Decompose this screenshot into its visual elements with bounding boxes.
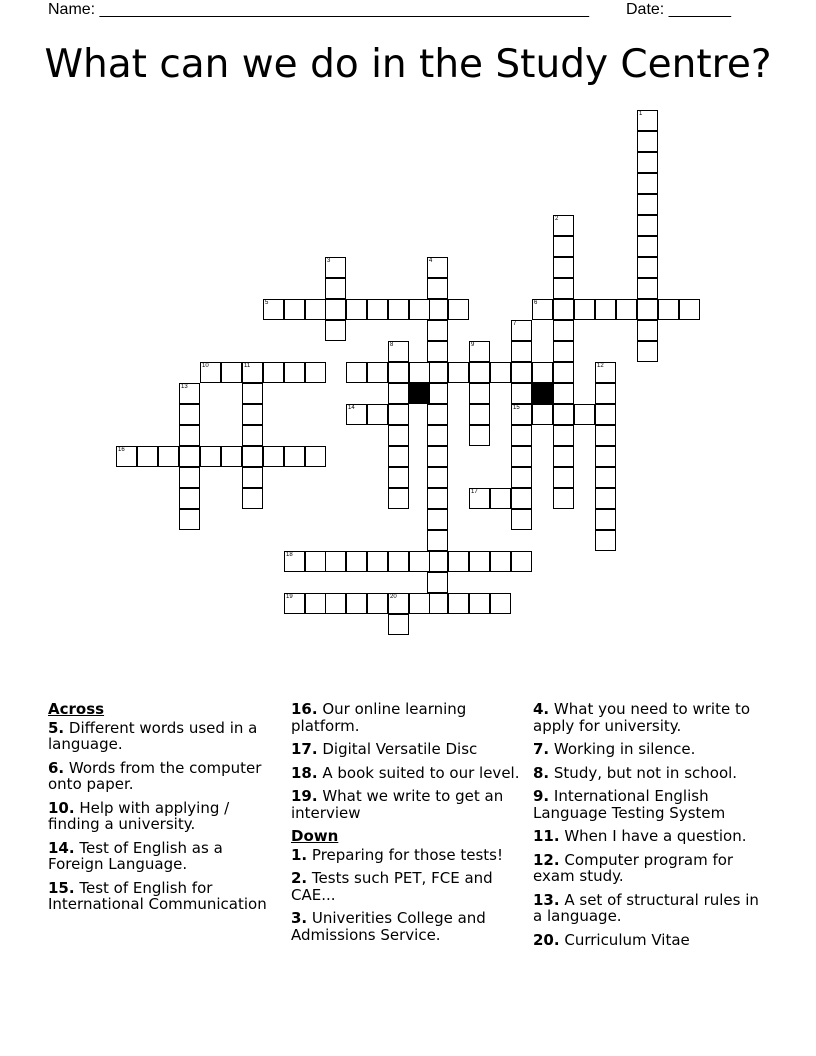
clue-item [48, 760, 278, 793]
crossword-cell[interactable] [679, 299, 700, 320]
clue-text: Digital Versatile Disc [317, 740, 478, 758]
crossword-cell[interactable] [553, 404, 574, 425]
crossword-cell[interactable] [325, 551, 346, 572]
clue-item [48, 720, 278, 753]
crossword-cell[interactable] [511, 425, 532, 446]
clue-number-label: 10 [202, 363, 209, 369]
crossword-cell[interactable] [388, 362, 409, 383]
down-heading: Down [291, 827, 339, 845]
clue-number-label: 18 [286, 552, 293, 558]
crossword-cell[interactable] [242, 425, 263, 446]
crossword-cell[interactable] [637, 299, 658, 320]
crossword-cell[interactable] [388, 341, 409, 362]
crossword-cell[interactable] [553, 320, 574, 341]
crossword-cell[interactable] [179, 467, 200, 488]
crossword-cell[interactable] [427, 509, 448, 530]
crossword-cell[interactable] [242, 404, 263, 425]
clue-number-label: 13 [181, 384, 188, 390]
clue-text: Preparing for those tests! [307, 845, 504, 864]
crossword-cell[interactable] [427, 320, 448, 341]
crossword-cell[interactable] [427, 278, 448, 299]
crossword-cell[interactable] [284, 593, 305, 614]
crossword-cell[interactable] [388, 446, 409, 467]
crossword-cell[interactable] [511, 320, 532, 341]
clue-text: Help with applying / finding a university. [48, 798, 230, 833]
clue-text: What you need to write to apply for university. [533, 700, 751, 735]
crossword-cell[interactable] [242, 488, 263, 509]
across-clue-list-continued [291, 701, 523, 821]
crossword-cell[interactable] [388, 488, 409, 509]
crossword-cell[interactable] [511, 362, 532, 383]
crossword-cell[interactable] [595, 404, 616, 425]
crossword-cell[interactable] [469, 488, 490, 509]
crossword-cell[interactable] [637, 320, 658, 341]
crossword-cell[interactable] [305, 446, 326, 467]
across-heading: Across [48, 700, 105, 718]
crossword-cell[interactable] [637, 341, 658, 362]
crossword-cell[interactable] [263, 446, 284, 467]
clue-number: 4. [533, 700, 550, 718]
crossword-cell[interactable] [553, 257, 574, 278]
crossword-cell[interactable] [595, 362, 616, 383]
crossword-cell[interactable] [242, 446, 263, 467]
crossword-cell[interactable] [637, 194, 658, 215]
clue-item [533, 741, 763, 758]
page-title: What can we do in the Study Centre? [44, 42, 772, 87]
crossword-cell[interactable] [595, 383, 616, 404]
clue-number: 9. [533, 787, 550, 805]
crossword-cell[interactable] [137, 446, 158, 467]
crossword-cell[interactable] [242, 362, 263, 383]
crossword-cell[interactable] [553, 425, 574, 446]
crossword-cell[interactable] [346, 551, 367, 572]
crossword-cell[interactable] [511, 404, 532, 425]
clue-number: 13. [533, 890, 560, 909]
crossword-cell[interactable] [427, 299, 448, 320]
clue-number: 16. [291, 700, 318, 718]
clue-number-label: 9 [471, 342, 475, 348]
clue-number: 11. [533, 827, 560, 845]
clue-number-label: 3 [327, 258, 331, 264]
crossword-cell[interactable] [388, 614, 409, 635]
crossword-cell[interactable] [427, 383, 448, 404]
clue-item [533, 765, 763, 782]
clue-text: What we write to get an interview [291, 787, 504, 822]
clue-number-label: 15 [513, 405, 520, 411]
crossword-cell[interactable] [490, 593, 511, 614]
crossword-cell[interactable] [511, 467, 532, 488]
crossword-cell[interactable] [221, 446, 242, 467]
crossword-cell[interactable] [388, 383, 409, 404]
crossword-cell[interactable] [490, 488, 511, 509]
crossword-cell[interactable] [553, 467, 574, 488]
clue-number: 19. [291, 787, 318, 805]
crossword-cell[interactable] [427, 488, 448, 509]
clue-text: Study, but not in school. [549, 763, 738, 782]
crossword-cell[interactable] [242, 467, 263, 488]
crossword-cell[interactable] [388, 404, 409, 425]
crossword-cell[interactable] [490, 362, 511, 383]
clue-item [533, 892, 763, 925]
clue-text: Working in silence. [549, 740, 696, 758]
crossword-cell[interactable] [427, 551, 448, 572]
crossword-cell[interactable] [284, 551, 305, 572]
crossword-cell[interactable] [427, 572, 448, 593]
clue-text: Curriculum Vitae [559, 930, 690, 949]
clue-text: A book suited to our level. [317, 763, 520, 782]
crossword-cell[interactable] [346, 362, 367, 383]
crossword-cell[interactable] [637, 131, 658, 152]
clue-text: Tests such PET, FCE and CAE... [291, 869, 493, 904]
clue-text: Test of English as a Foreign Language. [48, 838, 223, 873]
clue-text: Computer program for exam study. [533, 850, 734, 885]
crossword-cell[interactable] [595, 509, 616, 530]
crossword-cell[interactable] [409, 593, 430, 614]
clue-text: Words from the computer onto paper. [48, 758, 262, 793]
crossword-cell[interactable] [325, 278, 346, 299]
crossword-cell[interactable] [490, 551, 511, 572]
crossword-black-cell [409, 383, 430, 404]
down-clue-list-continued [533, 701, 763, 948]
crossword-cell[interactable] [427, 530, 448, 551]
crossword-cell[interactable] [511, 509, 532, 530]
clue-item [533, 828, 763, 845]
crossword-cell[interactable] [179, 509, 200, 530]
crossword-cell[interactable] [553, 446, 574, 467]
crossword-cell[interactable] [284, 299, 305, 320]
clue-number: 1. [291, 845, 308, 864]
crossword-cell[interactable] [553, 236, 574, 257]
crossword-cell[interactable] [427, 362, 448, 383]
crossword-cell[interactable] [469, 593, 490, 614]
crossword-cell[interactable] [158, 446, 179, 467]
clue-item [533, 788, 763, 821]
crossword-cell[interactable] [532, 404, 553, 425]
crossword-cell[interactable] [305, 593, 326, 614]
crossword-cell[interactable] [553, 362, 574, 383]
date-field-line: Date: _______ [626, 1, 731, 18]
crossword-cell[interactable] [284, 362, 305, 383]
clue-number: 12. [533, 850, 560, 869]
crossword-cell[interactable] [346, 299, 367, 320]
clue-item [291, 765, 523, 782]
crossword-cell[interactable] [305, 362, 326, 383]
crossword-cell[interactable] [179, 383, 200, 404]
crossword-cell[interactable] [574, 299, 595, 320]
crossword-cell[interactable] [325, 257, 346, 278]
crossword-cell[interactable] [409, 551, 430, 572]
clue-number-label: 1 [639, 111, 643, 117]
across-clue-list [48, 720, 278, 913]
clue-number: 2. [291, 869, 308, 887]
crossword-cell[interactable] [637, 152, 658, 173]
crossword-cell[interactable] [427, 593, 448, 614]
crossword-cell[interactable] [511, 446, 532, 467]
crossword-cell[interactable] [179, 404, 200, 425]
crossword-cell[interactable] [116, 446, 137, 467]
crossword-cell[interactable] [595, 299, 616, 320]
clue-item [533, 701, 763, 734]
clues-column-3 [533, 701, 763, 955]
crossword-cell[interactable] [200, 362, 221, 383]
crossword-cell[interactable] [367, 299, 388, 320]
clue-item [291, 701, 523, 734]
crossword-cell[interactable] [346, 404, 367, 425]
crossword-cell[interactable] [511, 488, 532, 509]
clue-number-label: 19 [286, 594, 293, 600]
crossword-cell[interactable] [469, 362, 490, 383]
crossword-cell[interactable] [367, 362, 388, 383]
crossword-cell[interactable] [511, 551, 532, 572]
crossword-cell[interactable] [388, 425, 409, 446]
crossword-cell[interactable] [448, 299, 469, 320]
crossword-cell[interactable] [532, 362, 553, 383]
clue-number-label: 6 [534, 300, 538, 306]
crossword-cell[interactable] [469, 383, 490, 404]
clue-item [48, 840, 278, 873]
clue-item [291, 870, 523, 903]
clue-number: 5. [48, 718, 65, 737]
crossword-cell[interactable] [595, 446, 616, 467]
crossword-cell[interactable] [427, 446, 448, 467]
crossword-cell[interactable] [553, 341, 574, 362]
clue-number-label: 2 [555, 216, 559, 222]
crossword-cell[interactable] [325, 320, 346, 341]
clue-number: 15. [48, 878, 75, 897]
clue-number-label: 11 [244, 363, 251, 369]
crossword-cell[interactable] [532, 299, 553, 320]
crossword-cell[interactable] [448, 551, 469, 572]
crossword-cell[interactable] [388, 299, 409, 320]
crossword-cell[interactable] [367, 551, 388, 572]
clue-number-label: 20 [390, 594, 397, 600]
clue-number: 20. [533, 930, 560, 949]
crossword-cell[interactable] [595, 488, 616, 509]
clue-number-label: 4 [429, 258, 433, 264]
clue-text: International English Language Testing System [533, 787, 726, 822]
crossword-cell[interactable] [409, 362, 430, 383]
crossword-cell[interactable] [427, 467, 448, 488]
crossword-cell[interactable] [388, 467, 409, 488]
clue-text: Univerities College and Admissions Service. [291, 909, 486, 944]
crossword-cell[interactable] [616, 299, 637, 320]
crossword-cell[interactable] [469, 404, 490, 425]
crossword-cell[interactable] [553, 299, 574, 320]
crossword-cell[interactable] [637, 236, 658, 257]
crossword-cell[interactable] [263, 362, 284, 383]
clue-item [291, 847, 523, 864]
crossword-cell[interactable] [637, 173, 658, 194]
clue-text: When I have a question. [559, 827, 747, 845]
crossword-cell[interactable] [284, 446, 305, 467]
crossword-cell[interactable] [574, 404, 595, 425]
clue-number-label: 7 [513, 321, 517, 327]
clue-item [533, 852, 763, 885]
crossword-black-cell [532, 383, 553, 404]
crossword-cell[interactable] [409, 299, 430, 320]
crossword-cell[interactable] [427, 425, 448, 446]
clue-text: A set of structural rules in a language. [533, 890, 759, 925]
clues-column-2 [291, 701, 523, 950]
crossword-cell[interactable] [595, 425, 616, 446]
clue-item [291, 788, 523, 821]
crossword-cell[interactable] [553, 278, 574, 299]
crossword-cell[interactable] [553, 215, 574, 236]
clue-number: 18. [291, 763, 318, 782]
clue-number: 3. [291, 909, 308, 927]
crossword-cell[interactable] [595, 530, 616, 551]
clue-number: 14. [48, 838, 75, 857]
clue-number-label: 5 [265, 300, 269, 306]
crossword-cell[interactable] [595, 467, 616, 488]
crossword-cell[interactable] [367, 404, 388, 425]
crossword-cell[interactable] [469, 551, 490, 572]
crossword-cell[interactable] [637, 278, 658, 299]
clue-number: 10. [48, 798, 75, 817]
crossword-cell[interactable] [388, 593, 409, 614]
clue-item [48, 800, 278, 833]
crossword-cell[interactable] [637, 215, 658, 236]
clue-item [533, 932, 763, 949]
crossword-cell[interactable] [553, 383, 574, 404]
crossword-cell[interactable] [658, 299, 679, 320]
clue-number: 17. [291, 740, 318, 758]
crossword-cell[interactable] [553, 488, 574, 509]
crossword-cell[interactable] [305, 551, 326, 572]
crossword-cell[interactable] [200, 446, 221, 467]
clue-number-label: 8 [390, 342, 394, 348]
crossword-cell[interactable] [325, 299, 346, 320]
crossword-cell[interactable] [448, 362, 469, 383]
clue-number-label: 16 [118, 447, 125, 453]
crossword-cell[interactable] [242, 383, 263, 404]
crossword-cell[interactable] [427, 404, 448, 425]
clue-number: 7. [533, 740, 550, 758]
crossword-cell[interactable] [179, 446, 200, 467]
clue-number-label: 12 [597, 363, 604, 369]
down-clue-list [291, 847, 523, 944]
crossword-cell[interactable] [346, 593, 367, 614]
clue-text: Test of English for International Communication [48, 878, 267, 913]
clue-text: Different words used in a language. [48, 718, 258, 753]
crossword-cell[interactable] [179, 425, 200, 446]
crossword-cell[interactable] [179, 488, 200, 509]
crossword-cell[interactable] [305, 299, 326, 320]
crossword-cell[interactable] [511, 383, 532, 404]
crossword-cell[interactable] [469, 425, 490, 446]
crossword-cell[interactable] [388, 551, 409, 572]
clue-number-label: 14 [348, 405, 355, 411]
clue-number-label: 17 [471, 489, 478, 495]
crossword-cell[interactable] [637, 257, 658, 278]
clue-text: Our online learning platform. [291, 700, 467, 735]
clue-item [48, 880, 278, 913]
crossword-cell[interactable] [221, 362, 242, 383]
clue-item [291, 741, 523, 758]
crossword-cell[interactable] [427, 341, 448, 362]
name-field-line: Name: _______________________________________________________ [48, 1, 589, 18]
crossword-cell[interactable] [637, 110, 658, 131]
crossword-cell[interactable] [448, 593, 469, 614]
crossword-cell[interactable] [367, 593, 388, 614]
crossword-cell[interactable] [325, 593, 346, 614]
crossword-cell[interactable] [263, 299, 284, 320]
clue-number: 6. [48, 758, 65, 777]
crossword-cell[interactable] [427, 257, 448, 278]
clue-item [291, 910, 523, 943]
crossword-cell[interactable] [511, 341, 532, 362]
clue-number: 8. [533, 763, 550, 782]
crossword-cell[interactable] [469, 341, 490, 362]
clues-column-1 [48, 701, 278, 920]
